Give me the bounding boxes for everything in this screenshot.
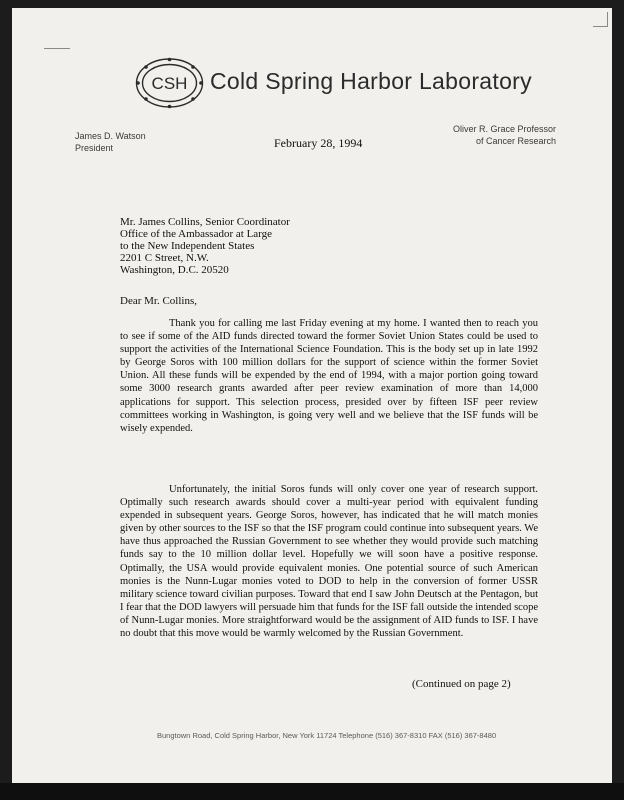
continuation-note: (Continued on page 2) [412,678,511,690]
letter-page [12,8,612,783]
body-paragraph-1: Thank you for calling me last Friday evening at my home. I wanted then to reach you to see if some of the AID funds directed toward the former Soviet Union States could be used to support the activities of the International Science Foundation. This is the body set up in late 1992 by George Soros with 100 million dollars for the support of science within the former Soviet Union. All these funds will be expended by the end of 1994, with a major portion going toward some 3000 research grants awarded after peer review examination of more than 14,000 applications for support. This selection process, presided over by fifteen ISF peer review committees working in Washington, is going very well and we believe that the ISF funds will be wisely expended. [120,318,538,434]
address-line: Office of the Ambassador at Large [120,228,273,240]
logo-initials: CSH [151,74,188,93]
csh-logo [132,53,207,113]
address-line: Washington, D.C. 20520 [120,264,229,276]
professorship-block [453,123,556,147]
president-name: James D. Watson [75,131,146,141]
professorship-line-1: Oliver R. Grace Professor [452,124,556,134]
president-block [75,130,146,154]
address-line: to the New Independent States [120,240,255,252]
letter-date: February 28, 1994 [274,136,363,150]
organization-name: Cold Spring Harbor Laboratory [210,68,532,94]
professorship-line-2: of Cancer Research [475,136,556,146]
president-title: President [75,143,114,153]
footer-address: Bungtown Road, Cold Spring Harbor, New York 11724 Telephone (516) 367-8310 FAX (516) 367-8480 [157,731,497,740]
address-line: Mr. James Collins, Senior Coordinator [120,216,290,228]
corner-fold-mark [593,12,608,27]
salutation: Dear Mr. Collins, [120,295,197,307]
scan-border [0,783,624,800]
pen-mark [44,48,70,49]
body-paragraph-2: Unfortunately, the initial Soros funds will only cover one year of research support. Optimally such research awards should cover a multi-year period with equivalent funding expended in subsequent years. George Soros, however, has indicated that he will match monies given by other sources to the ISF so that the ISF program could continue into subsequent years. We have thus approached the Russian Government to see whether they would provide such matching funds say to the 10 million dollar level. Hopefully we will soon have a positive response. Optimally, the USA would provide equivalent monies. One potential source of such American monies is the Nunn-Lugar monies voted to DOD to help in the conversion of former USSR military science toward civilian purposes. Toward that end I saw John Deutsch at the Pentagon, but I fear that the DOD lawyers will persuade him that funds for the ISF fall outside the intended scope of Nunn-Lugar monies. More straightforward would be the assignment of AID funds to ISF. I have no doubt that this move would be warmly welcomed by the Russian Government. [120,484,538,640]
recipient-address [120,216,290,276]
address-line: 2201 C Street, N.W. [120,252,209,264]
